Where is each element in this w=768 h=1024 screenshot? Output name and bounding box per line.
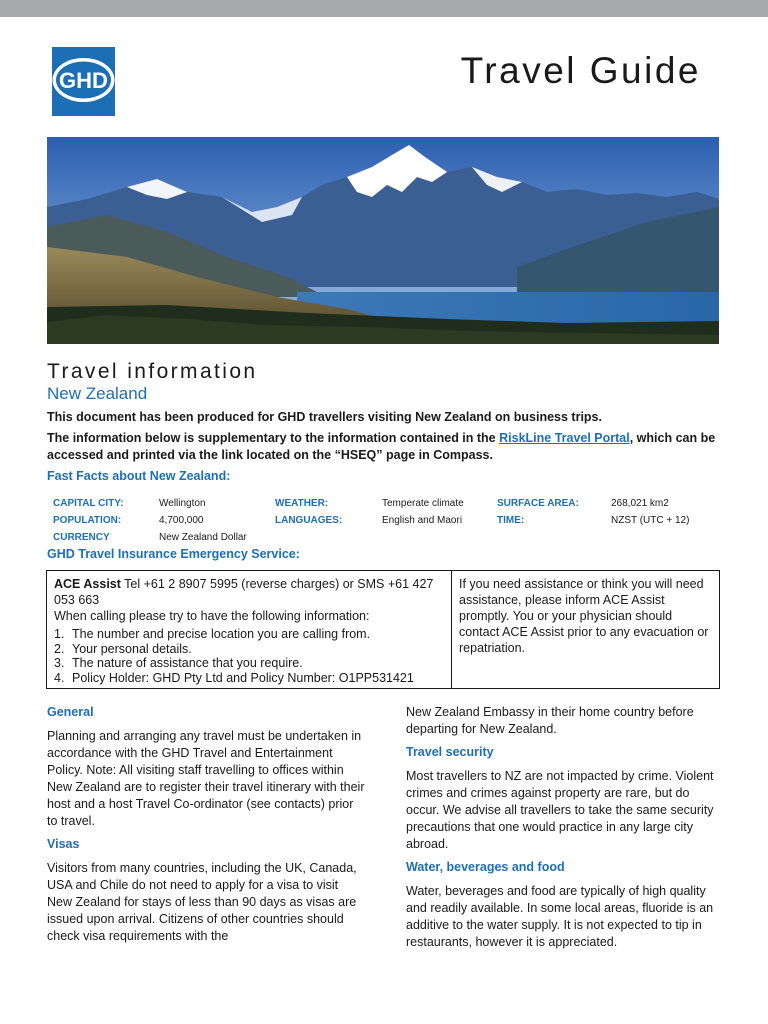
section-subtitle: New Zealand	[47, 384, 148, 403]
ace-assist-details	[47, 571, 452, 688]
fact-value: NZST (UTC + 12)	[611, 515, 690, 526]
ace-assist-name: ACE Assist	[54, 577, 121, 591]
body-column-right	[406, 704, 722, 957]
security-text: Most travellers to NZ are not impacted by crime. Violent crimes and crimes against property are rare, but do occur. We advise all travellers to take the same security precautions that one would practice in any large city abroad.	[406, 769, 714, 851]
ace-assist-box	[46, 570, 720, 689]
fact-value: Wellington	[159, 498, 206, 509]
general-text: Planning and arranging any travel must be undertaken in accordance with the GHD Travel and Entertainment Policy. Note: All visiting staff travelling to offices within New Zealand are to register their travel itinerary with their host and a host Travel Co-ordinator (see contacts) prior to travel.	[47, 729, 365, 828]
fact-row	[53, 512, 263, 529]
intro-paragraph-1: This document has been produced for GHD travellers visiting New Zealand on business trips.	[47, 410, 602, 424]
water-text: Water, beverages and food are typically of high quality and readily available. In some local areas, fluoride is an additive to the water supply. It is not expected to tip in restaurants, however it is appreciated.	[406, 884, 714, 949]
ace-contact-numbers: Tel +61 2 8907 5995 (reverse charges) or SMS +61 427 053 663	[54, 577, 434, 607]
fact-row	[275, 495, 490, 512]
fact-value: New Zealand Dollar	[159, 532, 247, 543]
list-number: 2.	[54, 641, 65, 656]
general-heading: General	[47, 705, 94, 719]
list-text: The number and precise location you are calling from.	[72, 627, 371, 641]
fact-label: CURRENCY	[53, 532, 110, 543]
fact-value: Temperate climate	[382, 498, 464, 509]
fast-facts-col-3	[497, 495, 722, 529]
fact-row	[497, 512, 722, 529]
security-heading: Travel security	[406, 745, 494, 759]
fact-label: TIME:	[497, 515, 525, 526]
body-column-left	[47, 704, 365, 951]
fact-label: WEATHER:	[275, 498, 329, 509]
fact-value: 4,700,000	[159, 515, 204, 526]
fact-label: LANGUAGES:	[275, 515, 343, 526]
intro-text-after: , which can be accessed and printed via the link located on the “HSEQ” page in Compass.	[47, 431, 716, 462]
fact-label: POPULATION:	[53, 515, 122, 526]
list-number: 3.	[54, 656, 65, 670]
fast-facts-col-1	[53, 495, 263, 546]
calling-intro: When calling please try to have the following information:	[54, 609, 370, 623]
ace-contact-line	[54, 576, 451, 608]
intro-paragraph-2	[47, 430, 727, 464]
visas-text: Visitors from many countries, including the UK, Canada, USA and Chile do not need to apply for a visa to visit New Zealand for stays of less than 90 days as visas are issued upon arrival. Citizens of other countries should check visa requirements with the	[47, 861, 357, 943]
list-item	[54, 656, 451, 671]
document-title: Travel Guide	[460, 50, 701, 91]
hero-image	[47, 137, 719, 344]
insurance-heading: GHD Travel Insurance Emergency Service:	[47, 547, 300, 561]
intro-text-before: The information below is supplementary to the information contained in the	[47, 431, 500, 445]
logo-text: GHD	[59, 68, 108, 93]
water-heading: Water, beverages and food	[406, 860, 565, 874]
visas-text-continued: New Zealand Embassy in their home country before departing for New Zealand.	[406, 705, 694, 736]
fast-facts-col-2	[275, 495, 490, 529]
ace-assist-advice: If you need assistance or think you will need assistance, please inform ACE Assist promptly. You or your physician should contact ACE Assist prior to any evacuation or repatriation.	[459, 577, 709, 655]
fact-value: 268,021 km2	[611, 498, 669, 509]
section-title: Travel information	[47, 360, 258, 383]
calling-checklist	[54, 627, 451, 685]
list-text: Your personal details.	[72, 641, 192, 656]
list-text: Policy Holder: GHD Pty Ltd and Policy Number: O1PP531421	[72, 670, 414, 685]
fact-row	[53, 495, 263, 512]
list-item	[54, 642, 451, 657]
fact-label: CAPITAL CITY:	[53, 498, 124, 509]
list-number: 1.	[54, 627, 65, 641]
visas-heading: Visas	[47, 837, 80, 851]
top-bar	[0, 0, 768, 17]
riskline-portal-link[interactable]: RiskLine Travel Portal	[499, 431, 630, 445]
list-item	[54, 671, 451, 686]
ghd-logo	[52, 47, 115, 116]
fact-row	[53, 529, 263, 546]
list-number: 4.	[54, 670, 65, 685]
list-text: The nature of assistance that you require.	[72, 656, 303, 670]
fact-row	[275, 512, 490, 529]
list-item	[54, 627, 451, 642]
fast-facts-heading: Fast Facts about New Zealand:	[47, 469, 231, 483]
fact-label: SURFACE AREA:	[497, 498, 579, 509]
fact-row	[497, 495, 722, 512]
fact-value: English and Maori	[382, 515, 463, 526]
